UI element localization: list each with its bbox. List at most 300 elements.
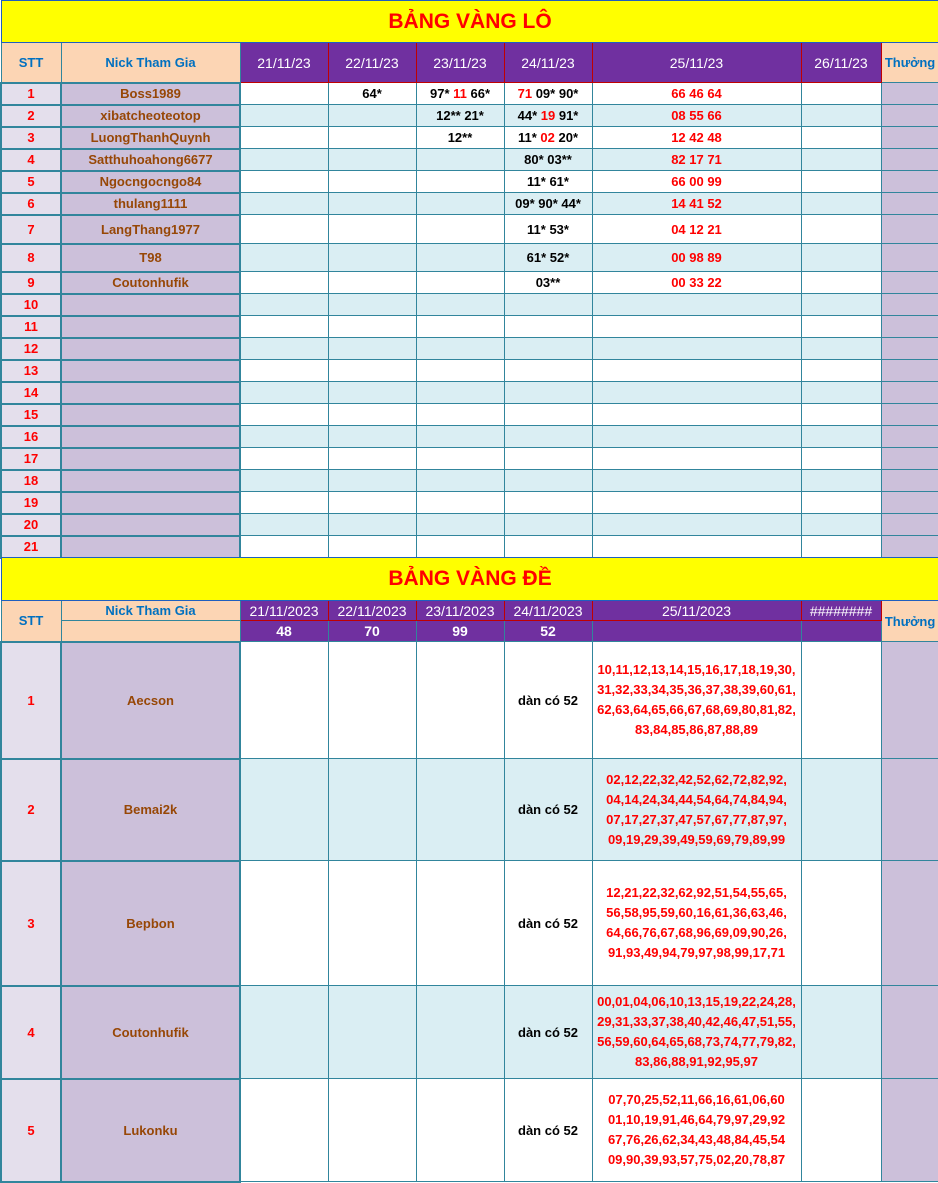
number-list-cell[interactable] (592, 759, 801, 861)
prize-cell[interactable] (881, 171, 938, 193)
pick-cell[interactable] (592, 448, 801, 470)
pick-cell[interactable] (416, 404, 504, 426)
pick-cell[interactable] (801, 514, 881, 536)
nick-cell[interactable]: T98 (61, 244, 240, 272)
pick-cell[interactable] (240, 316, 328, 338)
number-line: 00,01,04,06,10,13,15,19,22,24,28, (597, 994, 796, 1009)
pick-cell[interactable] (504, 244, 592, 272)
prize-cell[interactable] (881, 272, 938, 294)
pick-cell[interactable] (504, 448, 592, 470)
pick-cell[interactable] (504, 514, 592, 536)
pick-cell[interactable]: dàn có 52 (504, 759, 592, 861)
pick-number: 66 46 64 (671, 86, 722, 101)
pick-cell[interactable] (240, 470, 328, 492)
pick-cell[interactable] (328, 382, 416, 404)
pick-cell[interactable] (801, 448, 881, 470)
nick-cell[interactable]: LangThang1977 (61, 215, 240, 244)
stt-cell: 3 (1, 127, 61, 149)
nick-cell[interactable]: Bepbon (61, 861, 240, 986)
stt-cell: 9 (1, 272, 61, 294)
number-line: 10,11,12,13,14,15,16,17,18,19,30, (597, 662, 796, 677)
pick-number: 44* (517, 108, 541, 123)
pick-cell[interactable] (504, 338, 592, 360)
pick-cell[interactable] (801, 127, 881, 149)
number-line: 01,10,19,91,46,64,79,97,29,92 (607, 1112, 786, 1127)
pick-number: 00 98 89 (671, 250, 722, 265)
nick-cell[interactable] (61, 492, 240, 514)
pick-cell[interactable] (801, 105, 881, 127)
nick-cell[interactable] (61, 404, 240, 426)
pick-cell[interactable] (328, 105, 416, 127)
pick-cell[interactable] (504, 215, 592, 244)
pick-cell[interactable] (328, 404, 416, 426)
pick-cell[interactable] (416, 244, 504, 272)
number-list-cell[interactable] (592, 986, 801, 1079)
pick-cell[interactable] (801, 536, 881, 558)
date-header: 22/11/2023 (328, 601, 416, 621)
pick-cell[interactable] (240, 759, 328, 861)
pick-cell[interactable] (328, 426, 416, 448)
pick-cell[interactable] (592, 83, 801, 105)
nick-cell[interactable]: xibatcheoteotop (61, 105, 240, 127)
pick-cell[interactable] (592, 426, 801, 448)
nick-cell[interactable] (61, 294, 240, 316)
pick-cell[interactable]: dàn có 52 (504, 861, 592, 986)
pick-cell[interactable] (240, 986, 328, 1079)
table-row (1, 492, 938, 514)
pick-number: 04 12 21 (671, 221, 722, 237)
stt-cell: 18 (1, 470, 61, 492)
pick-cell[interactable] (240, 360, 328, 382)
nick-cell[interactable]: Coutonhufik (61, 272, 240, 294)
number-list-cell[interactable] (592, 861, 801, 986)
pick-number: 12** 21* (436, 108, 484, 123)
pick-cell[interactable] (416, 986, 504, 1079)
nick-cell[interactable] (61, 470, 240, 492)
pick-cell[interactable] (240, 244, 328, 272)
pick-cell[interactable] (416, 193, 504, 215)
stt-cell: 5 (1, 1079, 61, 1182)
pick-cell[interactable] (328, 171, 416, 193)
pick-cell[interactable] (801, 294, 881, 316)
pick-cell[interactable] (592, 215, 801, 244)
table-row (1, 759, 938, 861)
pick-cell[interactable] (801, 316, 881, 338)
table-row (1, 426, 938, 448)
pick-cell[interactable] (328, 986, 416, 1079)
pick-cell[interactable] (504, 492, 592, 514)
pick-cell[interactable] (504, 272, 592, 294)
prize-cell[interactable] (881, 382, 938, 404)
table-row (1, 404, 938, 426)
pick-number: 09* 90* 44* (515, 196, 581, 211)
pick-cell[interactable] (801, 404, 881, 426)
stt-header: STT (1, 43, 61, 83)
nick-cell[interactable]: Aecson (61, 642, 240, 759)
prize-cell[interactable] (881, 448, 938, 470)
pick-cell[interactable] (801, 272, 881, 294)
nick-cell[interactable]: Ngocngocngo84 (61, 171, 240, 193)
table-row (1, 272, 938, 294)
pick-cell[interactable] (416, 171, 504, 193)
pick-cell[interactable] (328, 861, 416, 986)
pick-cell[interactable] (592, 360, 801, 382)
pick-cell[interactable] (801, 382, 881, 404)
result-number: 70 (328, 621, 416, 642)
prize-cell[interactable] (881, 861, 938, 986)
pick-number: 08 55 66 (671, 108, 722, 123)
pick-cell[interactable] (240, 1079, 328, 1182)
pick-cell[interactable] (328, 272, 416, 294)
pick-cell[interactable] (328, 338, 416, 360)
pick-cell[interactable] (240, 492, 328, 514)
pick-cell[interactable] (801, 83, 881, 105)
pick-number: 02 (540, 130, 555, 145)
stt-cell: 16 (1, 426, 61, 448)
table-row (1, 514, 938, 536)
date-header: 21/11/23 (240, 43, 328, 83)
pick-number: 97* (429, 86, 454, 101)
de-title: BẢNG VÀNG ĐỀ (1, 558, 938, 601)
prize-cell[interactable] (881, 316, 938, 338)
pick-cell[interactable] (801, 149, 881, 171)
pick-cell[interactable] (240, 382, 328, 404)
pick-cell[interactable] (240, 642, 328, 759)
number-list-cell[interactable] (592, 1079, 801, 1182)
prize-header: Thưởng (881, 43, 938, 83)
pick-cell[interactable] (240, 338, 328, 360)
table-row (1, 861, 938, 986)
pick-cell[interactable] (592, 105, 801, 127)
pick-number: 20* (554, 130, 579, 145)
pick-number: 12 42 48 (671, 130, 722, 145)
prize-cell[interactable] (881, 149, 938, 171)
pick-cell[interactable] (416, 83, 504, 105)
stt-cell: 2 (1, 759, 61, 861)
pick-cell[interactable]: dàn có 52 (504, 1079, 592, 1182)
stt-cell: 14 (1, 382, 61, 404)
pick-cell[interactable] (416, 448, 504, 470)
prize-cell[interactable] (881, 193, 938, 215)
pick-cell[interactable] (240, 294, 328, 316)
pick-number: 66 00 99 (671, 174, 722, 189)
pick-cell[interactable] (592, 470, 801, 492)
stt-header: STT (1, 601, 61, 642)
pick-cell[interactable] (504, 360, 592, 382)
pick-number: 11* 53* (527, 221, 569, 237)
pick-cell[interactable] (801, 426, 881, 448)
nick-cell[interactable]: Satthuhoahong6677 (61, 149, 240, 171)
pick-cell[interactable] (592, 404, 801, 426)
pick-cell[interactable] (592, 294, 801, 316)
pick-cell[interactable] (592, 127, 801, 149)
number-line: 09,90,39,93,57,75,02,20,78,87 (607, 1152, 786, 1167)
lo-title: BẢNG VÀNG LÔ (1, 1, 938, 43)
pick-number: 11 (453, 86, 467, 101)
prize-cell[interactable] (881, 642, 938, 759)
pick-cell[interactable] (504, 382, 592, 404)
table-row (1, 316, 938, 338)
prize-cell[interactable] (881, 215, 938, 244)
pick-cell[interactable] (328, 294, 416, 316)
nick-header: Nick Tham Gia (61, 43, 240, 83)
pick-cell[interactable] (504, 83, 592, 105)
table-row (1, 294, 938, 316)
pick-cell[interactable] (801, 1079, 881, 1182)
lo-table (0, 0, 938, 559)
date-header: 24/11/2023 (504, 601, 592, 621)
number-line: 67,76,26,62,34,43,48,84,45,54 (607, 1132, 786, 1147)
pick-cell[interactable] (592, 316, 801, 338)
pick-cell[interactable] (801, 193, 881, 215)
pick-cell[interactable] (416, 272, 504, 294)
pick-cell[interactable] (328, 127, 416, 149)
stt-cell: 3 (1, 861, 61, 986)
pick-cell[interactable] (328, 360, 416, 382)
pick-cell[interactable] (592, 492, 801, 514)
pick-cell[interactable] (504, 127, 592, 149)
result-number: 52 (504, 621, 592, 642)
prize-cell[interactable] (881, 1079, 938, 1182)
prize-cell[interactable] (881, 244, 938, 272)
pick-cell[interactable] (801, 244, 881, 272)
pick-cell[interactable] (240, 404, 328, 426)
pick-cell[interactable] (240, 448, 328, 470)
pick-cell[interactable] (504, 105, 592, 127)
stt-cell: 2 (1, 105, 61, 127)
pick-cell[interactable] (801, 759, 881, 861)
pick-cell[interactable] (416, 861, 504, 986)
stt-cell: 1 (1, 83, 61, 105)
nick-cell[interactable]: LuongThanhQuynh (61, 127, 240, 149)
pick-cell[interactable] (240, 861, 328, 986)
pick-cell[interactable] (328, 536, 416, 558)
pick-cell[interactable] (416, 1079, 504, 1182)
stt-cell: 4 (1, 986, 61, 1079)
pick-cell[interactable] (328, 149, 416, 171)
pick-cell[interactable] (504, 171, 592, 193)
prize-cell[interactable] (881, 759, 938, 861)
pick-cell[interactable] (416, 338, 504, 360)
pick-cell[interactable] (328, 193, 416, 215)
result-number: 99 (416, 621, 504, 642)
pick-cell[interactable] (504, 536, 592, 558)
pick-cell[interactable] (801, 171, 881, 193)
pick-cell[interactable] (416, 149, 504, 171)
pick-cell[interactable] (504, 404, 592, 426)
nick-cell[interactable]: Boss1989 (61, 83, 240, 105)
number-line: 56,58,95,59,60,16,61,36,63,46, (606, 905, 787, 920)
prize-cell[interactable] (881, 83, 938, 105)
number-line: 02,12,22,32,42,52,62,72,82,92, (606, 771, 787, 787)
nick-cell[interactable] (61, 426, 240, 448)
table-row (1, 105, 938, 127)
prize-cell[interactable] (881, 404, 938, 426)
prize-cell[interactable] (881, 492, 938, 514)
date-header: 23/11/23 (416, 43, 504, 83)
nick-cell[interactable]: Bemai2k (61, 759, 240, 861)
pick-cell[interactable] (240, 105, 328, 127)
nick-cell[interactable] (61, 514, 240, 536)
pick-cell[interactable] (416, 294, 504, 316)
stt-cell: 7 (1, 215, 61, 244)
prize-cell[interactable] (881, 294, 938, 316)
table-row (1, 1079, 938, 1182)
pick-cell[interactable] (328, 759, 416, 861)
pick-cell[interactable] (592, 149, 801, 171)
prize-cell[interactable] (881, 470, 938, 492)
pick-cell[interactable] (592, 382, 801, 404)
prize-cell[interactable] (881, 338, 938, 360)
pick-cell[interactable] (240, 215, 328, 244)
nick-cell[interactable]: Coutonhufik (61, 986, 240, 1079)
pick-cell[interactable] (592, 244, 801, 272)
prize-cell[interactable] (881, 426, 938, 448)
pick-cell[interactable] (328, 470, 416, 492)
pick-cell[interactable] (592, 171, 801, 193)
table-row (1, 338, 938, 360)
number-line: 64,66,76,67,68,96,69,09,90,26, (606, 925, 787, 940)
pick-cell[interactable] (504, 193, 592, 215)
pick-cell[interactable] (416, 470, 504, 492)
number-line: 12,21,22,32,62,92,51,54,55,65, (606, 885, 787, 900)
pick-cell[interactable] (592, 338, 801, 360)
stt-cell: 20 (1, 514, 61, 536)
table-row (1, 382, 938, 404)
pick-cell[interactable] (328, 215, 416, 244)
nick-cell[interactable] (61, 360, 240, 382)
stt-cell: 21 (1, 536, 61, 558)
stt-cell: 11 (1, 316, 61, 338)
pick-cell[interactable] (416, 514, 504, 536)
pick-cell[interactable] (240, 83, 328, 105)
number-line: 62,63,64,65,66,67,68,69,80,81,82, (597, 702, 796, 717)
pick-cell[interactable] (328, 448, 416, 470)
pick-cell[interactable] (328, 514, 416, 536)
pick-cell[interactable] (416, 316, 504, 338)
pick-cell[interactable] (416, 215, 504, 244)
prize-cell[interactable] (881, 105, 938, 127)
pick-cell[interactable] (328, 492, 416, 514)
prize-cell[interactable] (881, 127, 938, 149)
table-row (1, 536, 938, 558)
date-header: 22/11/23 (328, 43, 416, 83)
pick-cell[interactable] (801, 470, 881, 492)
number-line: 07,70,25,52,11,66,16,61,06,60 (608, 1092, 785, 1107)
stt-cell: 17 (1, 448, 61, 470)
pick-cell[interactable] (240, 193, 328, 215)
pick-cell[interactable] (592, 272, 801, 294)
pick-cell[interactable] (240, 426, 328, 448)
pick-cell[interactable] (801, 986, 881, 1079)
pick-cell[interactable] (416, 426, 504, 448)
prize-cell[interactable] (881, 360, 938, 382)
stt-cell: 1 (1, 642, 61, 759)
pick-number: 09* 90* (532, 86, 579, 101)
pick-cell[interactable] (416, 759, 504, 861)
pick-cell[interactable] (416, 382, 504, 404)
pick-cell[interactable] (504, 316, 592, 338)
table-row (1, 360, 938, 382)
pick-cell[interactable] (801, 861, 881, 986)
nick-header: Nick Tham Gia (61, 601, 240, 621)
pick-cell[interactable] (240, 127, 328, 149)
stt-cell: 19 (1, 492, 61, 514)
number-line: 07,17,27,37,47,57,67,77,87,97, (606, 811, 787, 827)
pick-cell[interactable]: dàn có 52 (504, 986, 592, 1079)
number-line: 83,84,85,86,87,88,89 (635, 722, 758, 737)
nick-cell[interactable] (61, 382, 240, 404)
number-line: 09,19,29,39,49,59,69,79,89,99 (607, 831, 786, 847)
pick-number: 80* 03** (524, 152, 572, 167)
pick-cell[interactable] (504, 426, 592, 448)
pick-cell[interactable] (801, 338, 881, 360)
date-header: ######## (801, 601, 881, 621)
stt-cell: 5 (1, 171, 61, 193)
nick-cell[interactable] (61, 338, 240, 360)
date-header: 21/11/2023 (240, 601, 328, 621)
pick-cell[interactable] (801, 492, 881, 514)
pick-cell[interactable] (240, 171, 328, 193)
pick-cell[interactable] (416, 492, 504, 514)
prize-cell[interactable] (881, 514, 938, 536)
pick-cell[interactable] (592, 514, 801, 536)
pick-cell[interactable] (240, 149, 328, 171)
pick-cell[interactable] (328, 316, 416, 338)
pick-cell[interactable] (416, 127, 504, 149)
pick-number: 12** (447, 130, 473, 145)
nick-cell[interactable] (61, 536, 240, 558)
number-list-cell[interactable] (592, 642, 801, 759)
nick-cell[interactable] (61, 316, 240, 338)
pick-cell[interactable] (328, 642, 416, 759)
nick-cell[interactable]: Lukonku (61, 1079, 240, 1182)
pick-cell[interactable] (328, 244, 416, 272)
pick-cell[interactable] (416, 536, 504, 558)
stt-cell: 6 (1, 193, 61, 215)
date-header: 25/11/2023 (592, 601, 801, 621)
nick-cell[interactable]: thulang1111 (61, 193, 240, 215)
pick-cell[interactable] (801, 360, 881, 382)
pick-cell[interactable] (328, 83, 416, 105)
number-line: 56,59,60,64,65,68,73,74,77,79,82, (597, 1034, 796, 1049)
pick-cell[interactable] (328, 1079, 416, 1182)
pick-cell[interactable] (801, 215, 881, 244)
pick-cell[interactable] (416, 360, 504, 382)
prize-cell[interactable] (881, 536, 938, 558)
de-table (0, 557, 938, 1183)
pick-cell[interactable] (592, 193, 801, 215)
pick-number: 71 (517, 86, 533, 101)
prize-cell[interactable] (881, 986, 938, 1079)
pick-cell[interactable] (240, 272, 328, 294)
pick-cell[interactable] (240, 536, 328, 558)
pick-cell[interactable] (592, 536, 801, 558)
pick-cell[interactable] (416, 105, 504, 127)
pick-number: 61* 52* (526, 250, 570, 265)
pick-cell[interactable] (504, 294, 592, 316)
result-number (592, 621, 801, 642)
table-row (1, 470, 938, 492)
pick-cell[interactable] (504, 149, 592, 171)
table-row (1, 171, 938, 193)
pick-cell[interactable] (416, 642, 504, 759)
pick-cell[interactable] (801, 642, 881, 759)
pick-cell[interactable] (504, 470, 592, 492)
nick-cell[interactable] (61, 448, 240, 470)
pick-cell[interactable] (240, 514, 328, 536)
pick-cell[interactable]: dàn có 52 (504, 642, 592, 759)
